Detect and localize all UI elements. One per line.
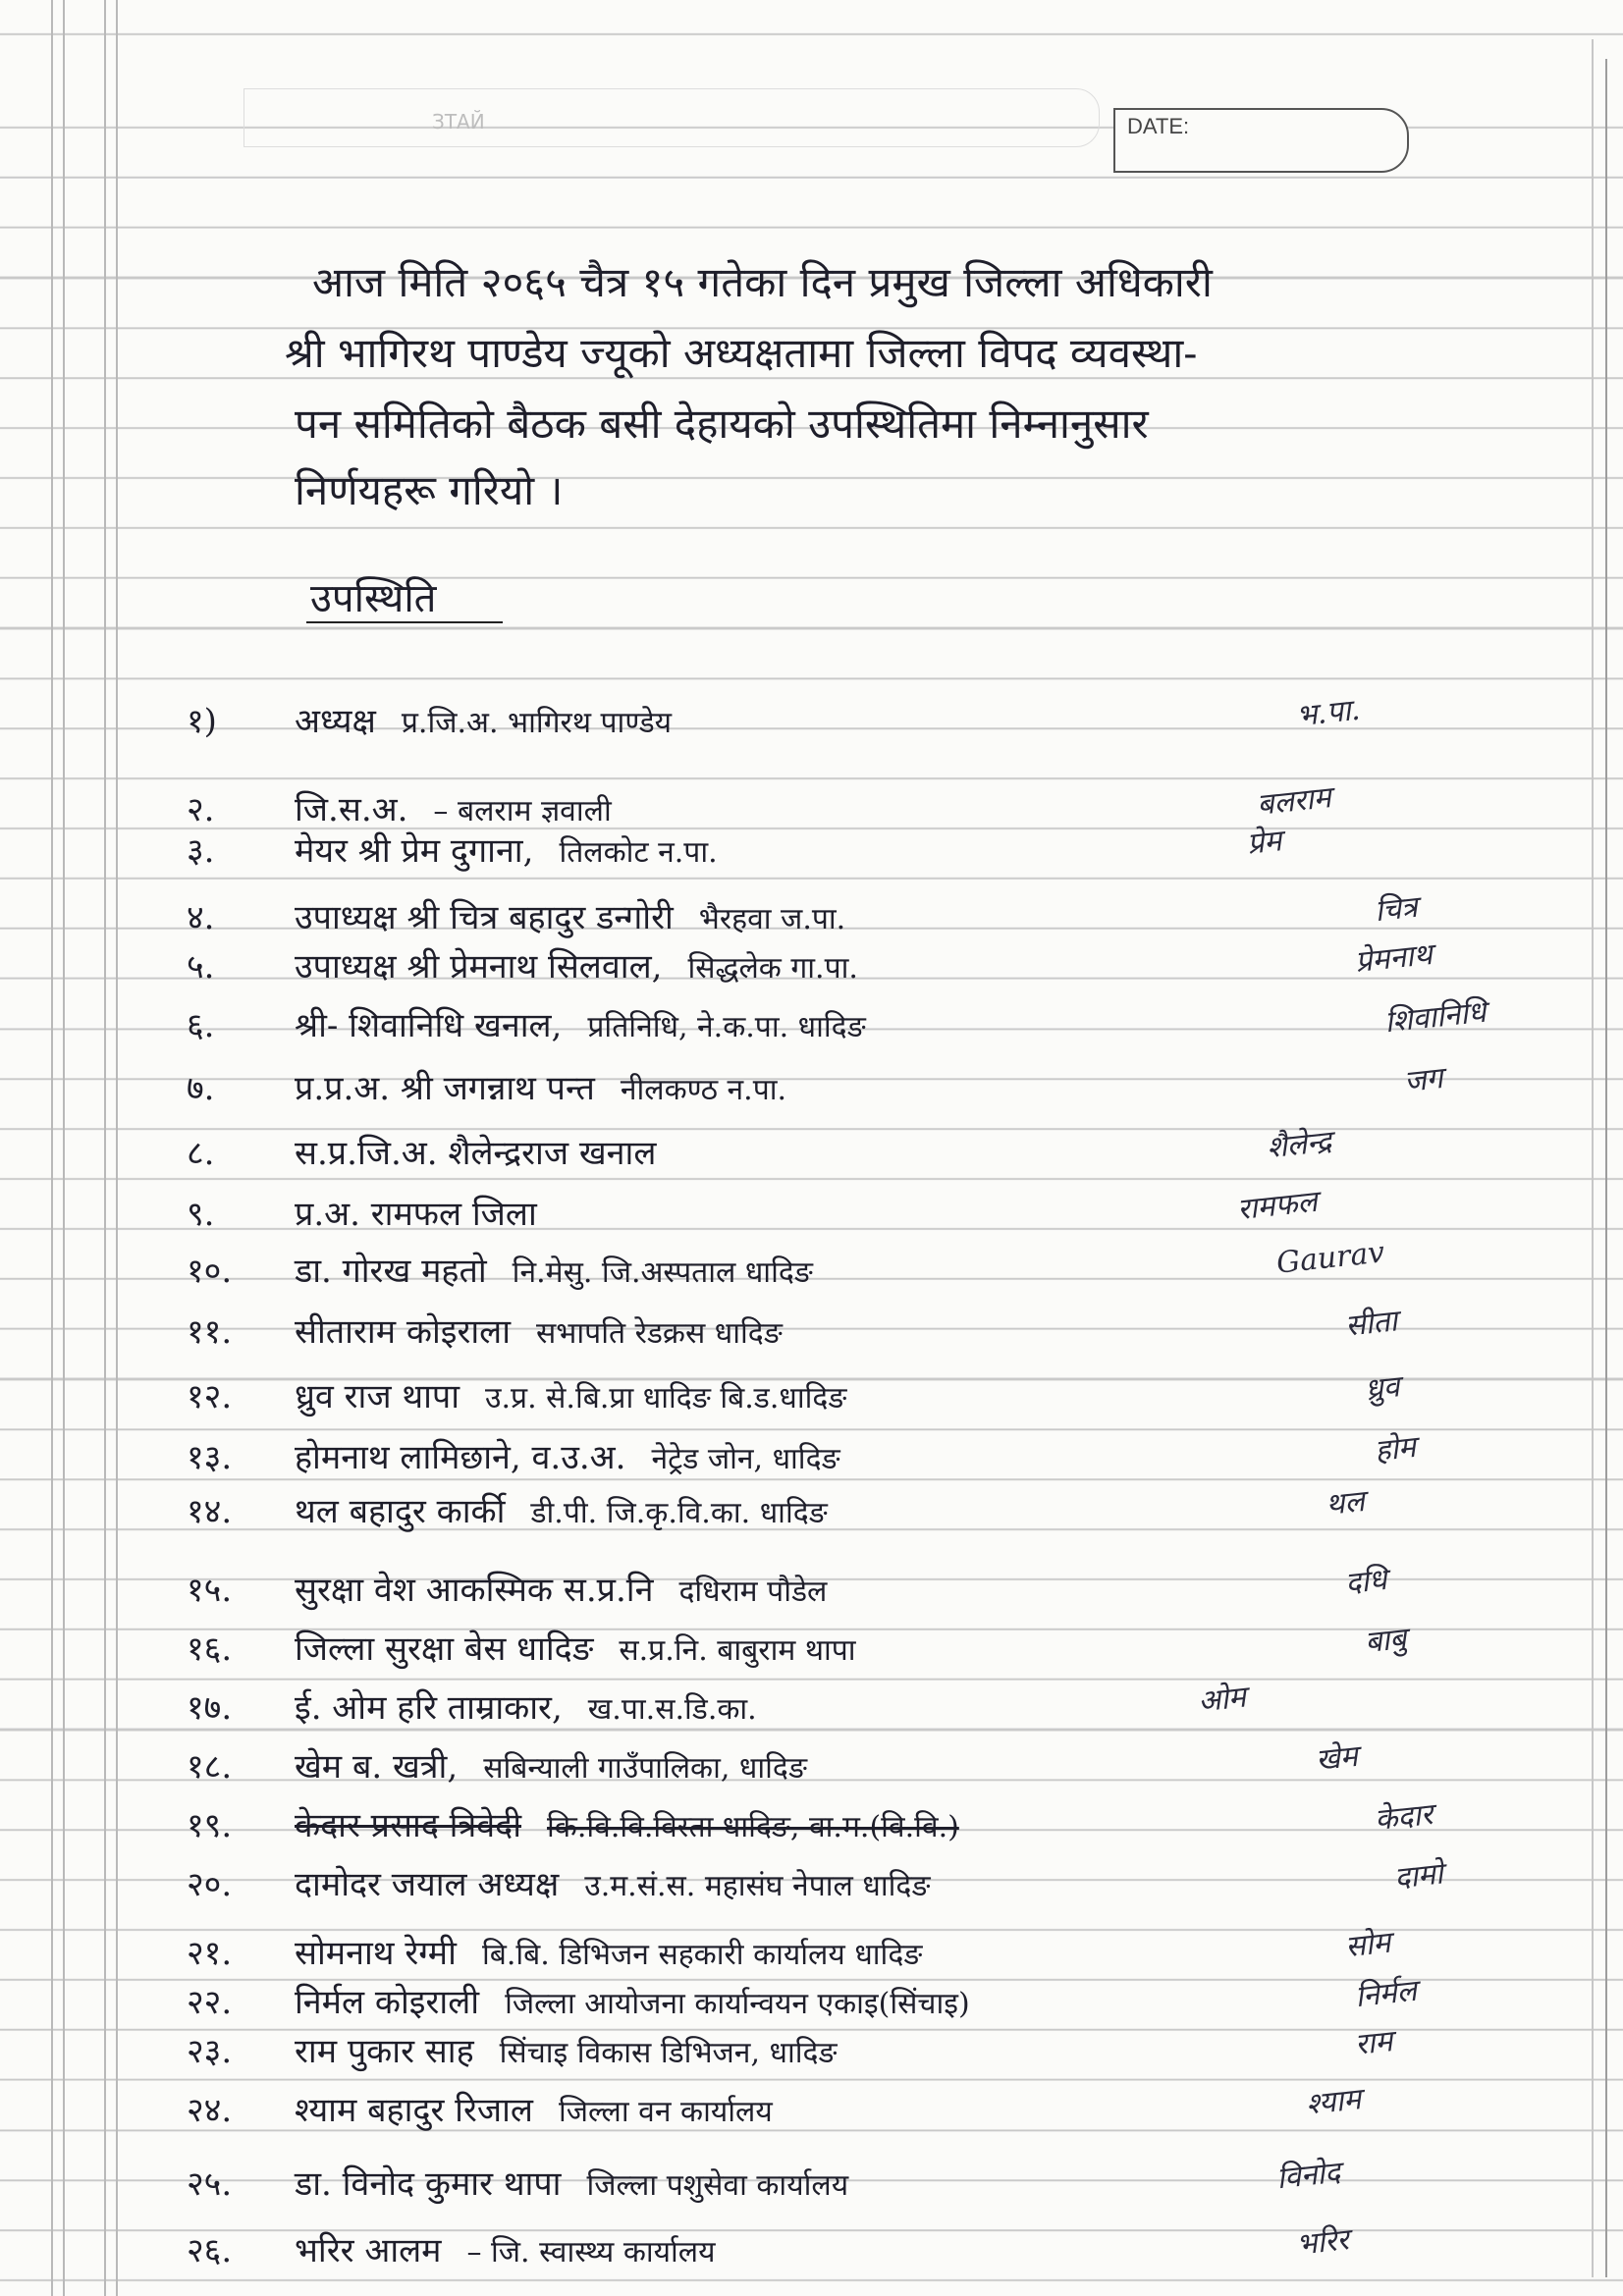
row-number: ७. (187, 1069, 215, 1108)
row-number: ५. (187, 947, 215, 987)
signature: चित्र (1373, 889, 1420, 930)
member-office: सभापति रेडक्रस धादिङ (536, 1316, 783, 1351)
attendance-row (187, 2027, 838, 2086)
row-number: १४. (187, 1492, 233, 1531)
row-number: २६. (187, 2231, 233, 2270)
member-office: उ.म.सं.स. महासंघ नेपाल धादिङ (584, 1869, 931, 1903)
row-number: १६. (187, 1629, 233, 1669)
signature: जग (1402, 1061, 1445, 1099)
attendance-row (187, 697, 672, 756)
member-name: श्याम बहादुर रिजाल (295, 2091, 533, 2130)
row-number: १०. (187, 1252, 233, 1291)
row-number: १५. (187, 1571, 233, 1610)
member-office: दधिराम पौडेल (678, 1575, 828, 1609)
signature: सीता (1343, 1304, 1399, 1344)
member-office: बि.बि. डिभिजन सहकारी कार्यालय धादिङ (481, 1938, 923, 1972)
member-office: – जि. स्वास्थ्य कार्यालय (466, 2235, 716, 2269)
signature: शिवानिधि (1382, 994, 1488, 1041)
row-number: १९. (187, 1806, 233, 1845)
signature: प्रेम (1245, 824, 1283, 862)
member-name: सीताराम कोइराला (295, 1312, 512, 1352)
member-name: डा. गोरख महतो (295, 1252, 487, 1291)
row-number: ३. (187, 831, 215, 871)
attendance-row (187, 1064, 786, 1123)
member-office: सबिन्याली गाउँपालिका, धादिङ (483, 1751, 807, 1786)
member-name: थल बहादुर कार्की (295, 1492, 506, 1531)
margin-line (51, 0, 53, 2296)
row-number: १२. (187, 1377, 233, 1416)
row-number: ८. (187, 1134, 215, 1173)
member-office: प्र.जि.अ. भागिरथ पाण्डेय (401, 706, 673, 740)
attendance-row (187, 1372, 846, 1431)
attendance-row (187, 942, 858, 1001)
page-edge (1605, 59, 1607, 2277)
signature: दामो (1392, 1856, 1445, 1896)
row-number: १३. (187, 1438, 233, 1477)
ghost-header-text: ЗТАЙ (432, 110, 485, 133)
attendance-row (187, 2226, 716, 2285)
date-label: DATE: (1127, 114, 1190, 138)
member-name: खेम ब. खत्री, (295, 1747, 459, 1787)
member-office: – बलराम ज्ञवाली (433, 794, 612, 828)
attendance-row (187, 2086, 773, 2145)
signature: राम (1353, 2024, 1394, 2062)
margin-line (116, 0, 118, 2296)
signature: खेम (1314, 1738, 1360, 1779)
member-office: सिंचाइ विकास डिभिजन, धादिङ (499, 2036, 838, 2070)
member-name: ध्रुव राज थापा (295, 1377, 460, 1416)
row-number: १) (187, 702, 217, 741)
member-name: प्र.प्र.अ. श्री जगन्नाथ पन्त (295, 1069, 595, 1108)
signature: प्रेमनाथ (1353, 936, 1434, 981)
member-name: जिल्ला सुरक्षा बेस धादिङ (295, 1629, 594, 1669)
attendance-row (187, 827, 718, 885)
member-name: केदार प्रसाद त्रिवेदी (295, 1806, 522, 1845)
row-number: ९. (187, 1195, 215, 1234)
attendance-row (187, 1190, 563, 1249)
signature: निर्मल (1353, 1973, 1419, 2015)
intro-line-4: निर्णयहरू गरियो । (295, 466, 564, 514)
member-name: मेयर श्री प्रेम दुगाना, (295, 831, 534, 871)
signature: बलराम (1255, 780, 1333, 823)
row-number: २०. (187, 1865, 233, 1904)
attendance-row (187, 1801, 959, 1860)
attendance-row (187, 1683, 757, 1742)
member-office: नीलकण्ठ न.पा. (620, 1073, 787, 1107)
row-number: २३. (187, 2032, 233, 2071)
signature: दधि (1343, 1562, 1389, 1602)
attendance-heading: उपस्थिति (310, 576, 437, 621)
attendance-row (187, 1487, 828, 1546)
signature: केदार (1373, 1797, 1434, 1838)
member-office: तिलकोट न.पा. (559, 835, 718, 870)
attendance-row (187, 1625, 856, 1683)
member-name: ई. ओम हरि ताम्राकार, (295, 1688, 563, 1728)
member-name: उपाध्यक्ष श्री प्रेमनाथ सिलवाल, (295, 947, 663, 987)
row-number: २४. (187, 2091, 233, 2130)
row-number: २२. (187, 1983, 233, 2022)
member-name: अध्यक्ष (295, 702, 376, 741)
signature: ध्रुव (1363, 1369, 1402, 1408)
attendance-row (187, 1308, 783, 1366)
member-name: दामोदर जयाल अध्यक्ष (295, 1865, 560, 1904)
ghost-header-box (243, 88, 1100, 147)
signature: विनोद (1274, 2155, 1342, 2197)
intro-line-1: आज मिति २०६५ चैत्र १५ गतेका दिन प्रमुख जिल्ला अधिकारी (312, 258, 1213, 306)
attendance-row (187, 1860, 930, 1919)
heading-underline (306, 621, 503, 623)
attendance-row (187, 1433, 840, 1492)
signature: थल (1324, 1484, 1367, 1522)
signature: भ.पा. (1294, 692, 1362, 734)
member-office: ख.पा.स.डि.का. (587, 1692, 757, 1727)
member-name: जि.स.अ. (295, 790, 408, 829)
member-name: स.प्र.जि.अ. शैलेन्द्रराज खनाल (295, 1134, 657, 1173)
row-number: २१. (187, 1934, 233, 1973)
attendance-row (187, 1742, 807, 1801)
page-edge (1592, 39, 1594, 2277)
margin-line (104, 0, 106, 2296)
member-office: स.प्र.नि. बाबुराम थापा (619, 1633, 856, 1668)
member-name: राम पुकार साह (295, 2032, 474, 2071)
attendance-row (187, 1247, 813, 1306)
member-name: सोमनाथ रेग्मी (295, 1934, 457, 1973)
signature: बाबु (1363, 1621, 1408, 1661)
row-number: २५. (187, 2164, 233, 2204)
member-office: उ.प्र. से.बि.प्रा धादिङ बि.ड.धादिङ (485, 1381, 847, 1415)
member-office: नेट्रेड जोन, धादिङ (651, 1442, 840, 1476)
signature: रामफल (1235, 1184, 1320, 1228)
signature: होम (1373, 1429, 1418, 1469)
member-office: भैरहवा ज.पा. (698, 902, 846, 936)
member-name: सुरक्षा वेश आकस्मिक स.प्र.नि (295, 1571, 654, 1610)
margin-line (63, 0, 65, 2296)
member-office: जिल्ला आयोजना कार्यान्वयन एकाइ(सिंचाइ) (505, 1987, 970, 2021)
attendance-row (187, 1001, 866, 1060)
attendance-row (187, 1129, 681, 1188)
intro-line-2: श्री भागिरथ पाण्डेय ज्यूको अध्यक्षतामा जिल्ला विपद व्यवस्था- (285, 329, 1198, 377)
intro-line-3: पन समितिको बैठक बसी देहायको उपस्थितिमा निम्नानुसार (295, 400, 1149, 448)
signature: भरिर (1294, 2222, 1351, 2263)
row-number: ११. (187, 1312, 233, 1352)
row-number: १७. (187, 1688, 233, 1728)
row-number: ६. (187, 1006, 215, 1045)
signature: ओम (1196, 1680, 1248, 1720)
signature: श्याम (1304, 2082, 1363, 2122)
member-name: उपाध्यक्ष श्री चित्र बहादुर डन्गोरी (295, 898, 674, 937)
member-office: जिल्ला पशुसेवा कार्यालय (586, 2168, 849, 2203)
attendance-row (187, 1566, 827, 1625)
member-name: श्री- शिवानिधि खनाल, (295, 1006, 563, 1045)
row-number: २. (187, 790, 215, 829)
member-office: सिद्धलेक गा.पा. (687, 951, 858, 986)
row-number: ४. (187, 898, 215, 937)
row-number: १८. (187, 1747, 233, 1787)
member-office: जिल्ला वन कार्यालय (558, 2095, 773, 2129)
signature: सोम (1343, 1925, 1392, 1965)
member-office: डी.पी. जि.कृ.वि.का. धादिङ (530, 1496, 828, 1530)
member-office: प्रतिनिधि, ने.क.पा. धादिङ (587, 1010, 866, 1044)
signature: Gaurav (1274, 1235, 1386, 1281)
member-office: नि.मेसु. जि.अस्पताल धादिङ (512, 1255, 813, 1290)
member-name: भरिर आलम (295, 2231, 442, 2270)
member-name: प्र.अ. रामफल जिला (295, 1195, 537, 1234)
member-name: होमनाथ लामिछाने, व.उ.अ. (295, 1438, 626, 1477)
attendance-row (187, 2160, 848, 2218)
member-office: कि.वि.वि.विस्ता धादिङ, वा.म.(वि.वि.) (547, 1810, 959, 1844)
member-name: निर्मल कोइराली (295, 1983, 480, 2022)
signature: शैलेन्द्र (1265, 1124, 1333, 1166)
member-name: डा. विनोद कुमार थापा (295, 2164, 562, 2204)
